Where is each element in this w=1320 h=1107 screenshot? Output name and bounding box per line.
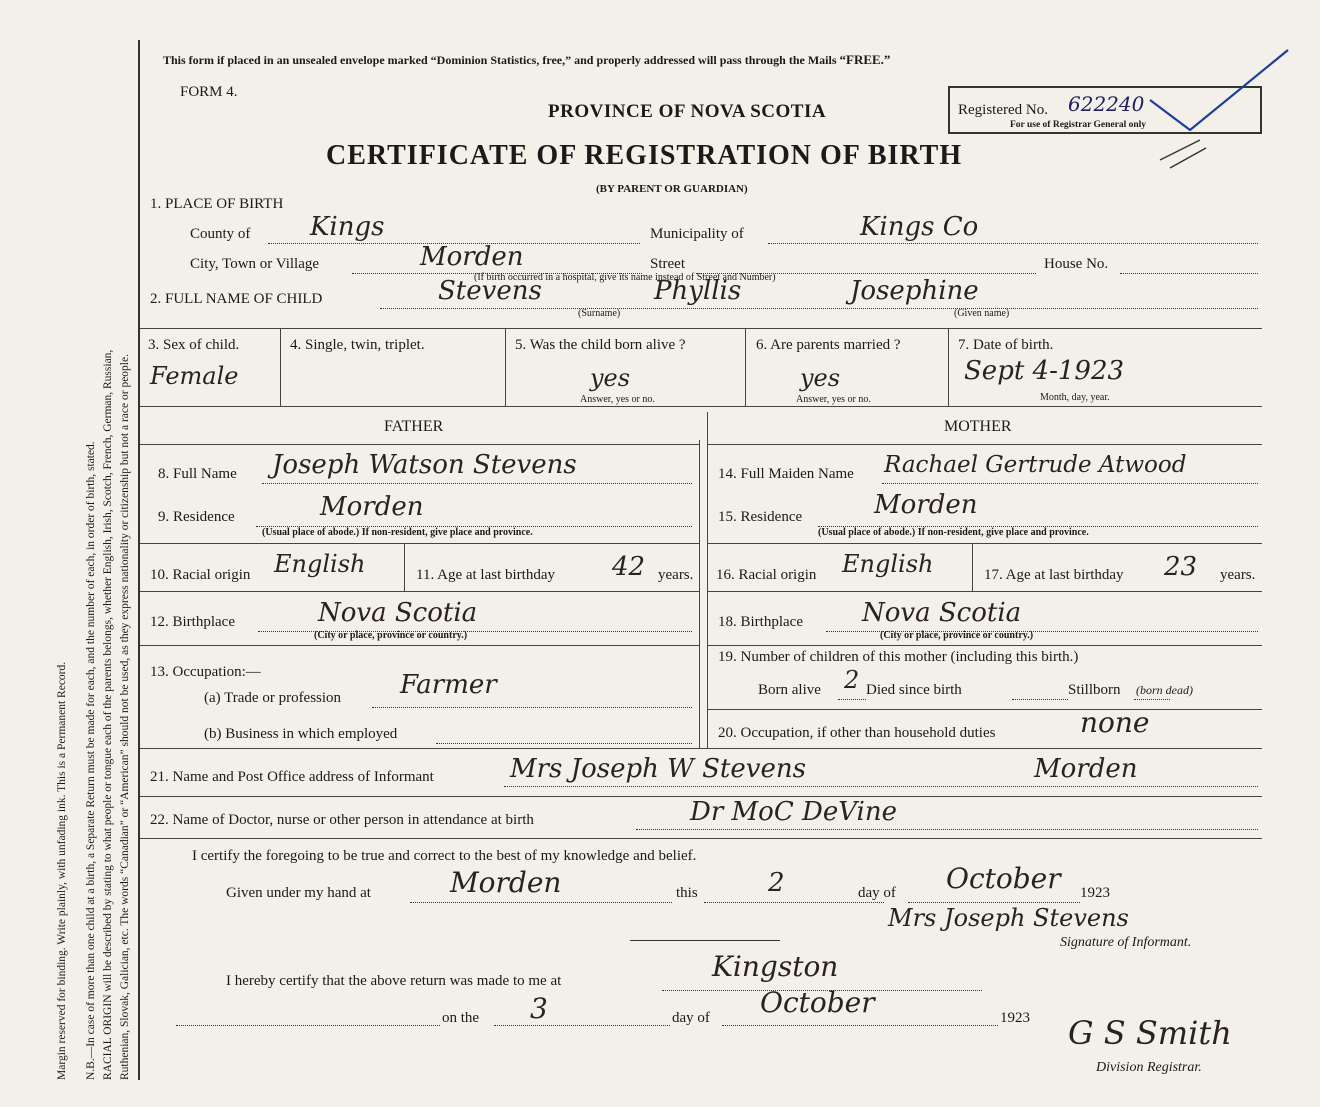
child-name-line <box>380 308 1258 309</box>
mother-res-note: (Usual place of abode.) If non-resident, give place and province. <box>818 527 1089 538</box>
rule-mother-children <box>707 709 1262 710</box>
alive-label: 5. Was the child born alive ? <box>515 337 686 353</box>
given-note: (Given name) <box>954 308 1010 319</box>
house-line <box>1120 273 1258 274</box>
rule-center-a <box>699 440 700 748</box>
father-bp-label: 12. Birthplace <box>150 614 235 630</box>
rule-v1 <box>280 328 281 406</box>
mother-age: 23 <box>1164 552 1198 582</box>
top-note: This form if placed in an unsealed envelope marked “Dominion Statistics, free,” and properly addressed will pass through the Mails “FREE.” <box>163 52 891 67</box>
street-label: Street <box>650 256 685 272</box>
rule-row3-bottom <box>140 406 1262 407</box>
county-value: Kings <box>310 212 385 242</box>
father-name: Joseph Watson Stevens <box>272 450 577 480</box>
mother-race-label: 16. Racial origin <box>716 567 817 583</box>
rule-mother-res <box>707 543 1262 544</box>
rule-parents-bottom <box>140 748 1262 749</box>
rule-center-b <box>707 412 708 748</box>
registrar-year: 1923 <box>1000 1010 1030 1026</box>
born-alive-line <box>838 699 866 700</box>
registrar-signature: G S Smith <box>1068 1014 1232 1052</box>
mother-race: English <box>842 550 934 578</box>
mother-occ-label: 20. Occupation, if other than household duties <box>718 725 996 741</box>
page-title: CERTIFICATE OF REGISTRATION OF BIRTH <box>326 140 963 171</box>
cert-year: 1923 <box>1080 885 1110 901</box>
rule-father-race <box>140 591 699 592</box>
registrar-month: October <box>760 986 875 1019</box>
cert-day-line <box>704 902 884 903</box>
mother-name-line <box>882 483 1258 484</box>
dob-note: Month, day, year. <box>1040 392 1110 403</box>
father-bp: Nova Scotia <box>318 598 478 628</box>
house-label: House No. <box>1044 256 1109 272</box>
informant-sig-label: Signature of Informant. <box>1060 935 1192 950</box>
municipality-label: Municipality of <box>650 226 744 242</box>
mother-age-label: 17. Age at last birthday <box>984 567 1124 583</box>
mother-children-label: 19. Number of children of this mother (including this birth.) <box>718 649 1079 665</box>
mother-years: years. <box>1220 567 1256 583</box>
married-label: 6. Are parents married ? <box>756 337 901 353</box>
mother-bp: Nova Scotia <box>862 598 1022 628</box>
margin-note-1: Margin reserved for binding. Write plainly, with unfading ink. This is a Permanent Record. <box>56 661 68 1080</box>
doctor-line <box>636 829 1258 830</box>
informant-signature: Mrs Joseph Stevens <box>888 904 1129 932</box>
father-race: English <box>274 550 366 578</box>
municipality-line <box>768 243 1258 244</box>
child-surname: Stevens <box>438 276 542 306</box>
died-line <box>1012 699 1068 700</box>
sex-value: Female <box>150 362 239 390</box>
registrar-day: 3 <box>530 992 548 1025</box>
registrar-month-line <box>722 1025 998 1026</box>
multiple-label: 4. Single, twin, triplet. <box>290 337 425 353</box>
alive-note: Answer, yes or no. <box>580 394 655 405</box>
rule-mother-race-split <box>972 543 973 591</box>
mother-res: Morden <box>874 490 978 520</box>
registrar-dayof-label: day of <box>672 1010 710 1026</box>
province-heading: PROVINCE OF NOVA SCOTIA <box>548 101 827 122</box>
mother-res-label: 15. Residence <box>718 509 803 525</box>
stillborn-line <box>1134 699 1170 700</box>
checkmark-icon <box>1140 40 1300 180</box>
doctor-label: 22. Name of Doctor, nurse or other person in attendance at birth <box>150 812 534 828</box>
cert-day: 2 <box>768 868 785 898</box>
informant-address: Morden <box>1034 754 1138 784</box>
stillborn-label: Stillborn <box>1068 682 1121 698</box>
registrar-lead-line <box>176 1025 440 1026</box>
rule-mother-bp <box>707 645 1262 646</box>
given-at-line <box>410 902 672 903</box>
child-given-1: Phyllis <box>654 276 742 306</box>
father-name-line <box>262 483 692 484</box>
stillborn-note: (born dead) <box>1136 683 1193 697</box>
father-name-label: 8. Full Name <box>158 466 237 482</box>
child-name-label: 2. FULL NAME OF CHILD <box>150 291 323 307</box>
married-value: yes <box>800 364 841 392</box>
father-age: 42 <box>612 552 646 582</box>
father-biz-line <box>436 743 692 744</box>
cert-month: October <box>946 862 1061 895</box>
father-biz-label: (b) Business in which employed <box>204 726 398 742</box>
rule-father-bp <box>140 645 699 646</box>
given-label: Given under my hand at <box>226 885 371 901</box>
mother-heading: MOTHER <box>944 418 1012 435</box>
registrar-statement: I hereby certify that the above return was made to me at <box>226 973 562 989</box>
rule-v4 <box>948 328 949 406</box>
sex-label: 3. Sex of child. <box>148 337 240 353</box>
form-number: FORM 4. <box>180 84 238 100</box>
surname-note: (Surname) <box>578 308 621 319</box>
given-at-value: Morden <box>450 866 562 899</box>
rule-row3-top <box>140 328 1262 329</box>
mother-name-label: 14. Full Maiden Name <box>718 466 854 482</box>
place-heading: 1. PLACE OF BIRTH <box>150 196 284 212</box>
father-res-note: (Usual place of abode.) If non-resident, give place and province. <box>262 527 533 538</box>
hospital-note: (If birth occurred in a hospital, give its name instead of Street and Number) <box>474 272 776 283</box>
registered-label: Registered No. <box>958 102 1048 118</box>
rule-father-top <box>140 444 699 445</box>
mother-bp-note: (City or place, province or country.) <box>880 630 1034 641</box>
registrar-sig-label: Division Registrar. <box>1096 1060 1202 1075</box>
rule-mother-top <box>707 444 1262 445</box>
registered-number: 622240 <box>1068 92 1145 116</box>
born-alive-label: Born alive <box>758 682 821 698</box>
father-res-label: 9. Residence <box>158 509 235 525</box>
father-res: Morden <box>320 492 424 522</box>
father-trade-label: (a) Trade or profession <box>204 690 342 706</box>
mother-bp-label: 18. Birthplace <box>718 614 803 630</box>
father-heading: FATHER <box>384 418 444 435</box>
mother-occ: none <box>1080 706 1150 739</box>
married-note: Answer, yes or no. <box>796 394 871 405</box>
rule-father-race-split <box>404 543 405 591</box>
informant-name: Mrs Joseph W Stevens <box>510 754 806 784</box>
cert-statement: I certify the foregoing to be true and correct to the best of my knowledge and belief. <box>192 848 697 864</box>
father-race-label: 10. Racial origin <box>150 567 251 583</box>
father-trade-line <box>372 707 692 708</box>
page-subtitle: (BY PARENT OR GUARDIAN) <box>596 183 748 195</box>
died-label: Died since birth <box>866 682 962 698</box>
county-label: County of <box>190 226 251 242</box>
rule-doctor <box>140 838 1262 839</box>
cert-month-line <box>908 902 1080 903</box>
mother-name: Rachael Gertrude Atwood <box>884 452 1187 478</box>
dob-value: Sept 4-1923 <box>964 356 1125 386</box>
father-occ-label: 13. Occupation:— <box>150 664 261 680</box>
informant-line <box>504 786 1258 787</box>
doctor-name: Dr MoC DeVine <box>690 797 897 827</box>
informant-label: 21. Name and Post Office address of Informant <box>150 769 434 785</box>
registrar-day-line <box>494 1025 670 1026</box>
city-label: City, Town or Village <box>190 256 320 272</box>
father-years: years. <box>658 567 694 583</box>
alive-value: yes <box>590 364 631 392</box>
father-bp-note: (City or place, province or country.) <box>314 630 468 641</box>
rule-v3 <box>745 328 746 406</box>
margin-note-2: N.B.—In case of more than one child at a birth, a Separate Return must be made for each, and the number of each, in order of birth, stated. <box>85 441 97 1080</box>
registered-note: For use of Registrar General only <box>1010 120 1147 130</box>
margin-note-3: RACIAL ORIGIN will be described by stating to what people or tongue each of the parents belongs, whether English, Irish, Scotch, French, German, Russian, <box>102 349 114 1080</box>
father-trade: Farmer <box>400 670 497 700</box>
rule-cert-short <box>630 940 780 941</box>
margin-rule <box>138 40 140 1080</box>
father-age-label: 11. Age at last birthday <box>416 567 555 583</box>
rule-father-res <box>140 543 699 544</box>
child-given-2: Josephine <box>850 276 979 306</box>
municipality-value: Kings Co <box>860 212 979 242</box>
born-alive-value: 2 <box>844 666 860 694</box>
registrar-place: Kingston <box>712 950 839 983</box>
city-value: Morden <box>420 242 524 272</box>
registrar-on-label: on the <box>442 1010 480 1026</box>
cert-dayof-label: day of <box>858 885 896 901</box>
rule-mother-race <box>707 591 1262 592</box>
rule-v2 <box>505 328 506 406</box>
cert-this-label: this <box>676 885 698 901</box>
dob-label: 7. Date of birth. <box>958 337 1054 353</box>
margin-note-4: Ruthenian, Slovak, Galician, etc. The words “Canadian” or “American” should not be used, as they express nationality or citizenship but not a race or people. <box>119 354 131 1080</box>
